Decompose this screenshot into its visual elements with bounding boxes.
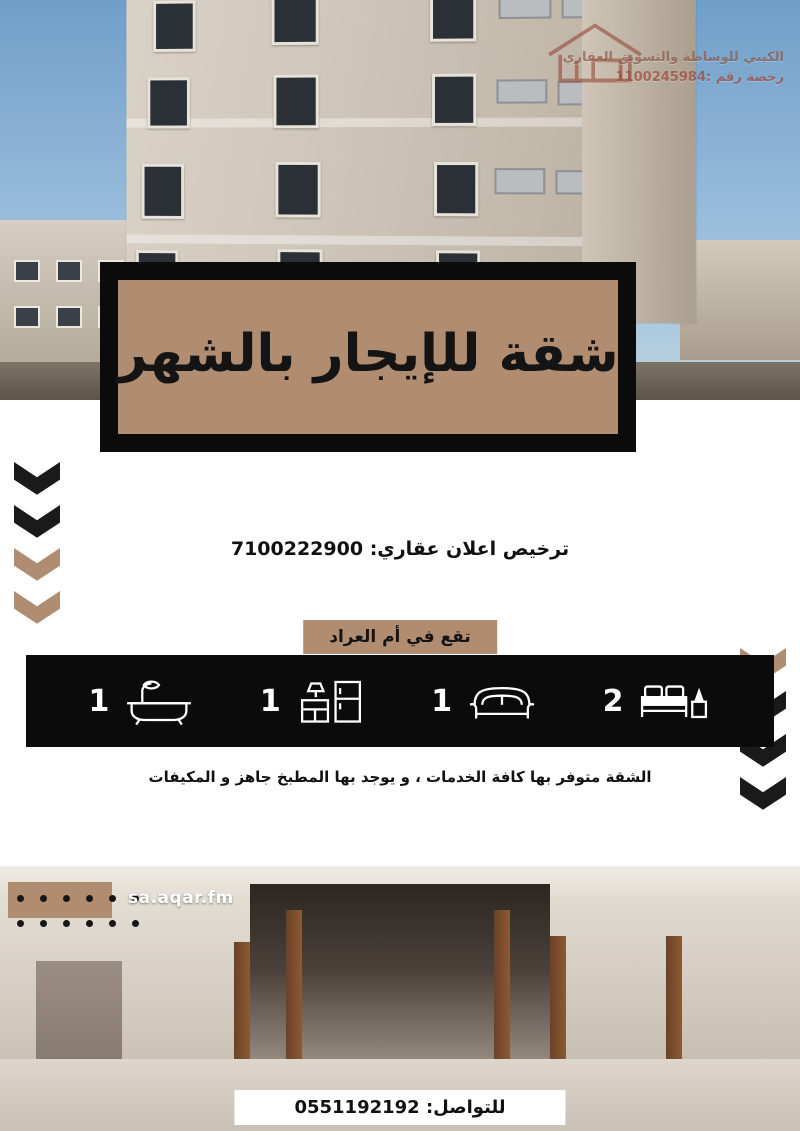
- license-number: 7100222900: [230, 538, 364, 560]
- page-title: شقة للإيجار بالشهر: [117, 324, 619, 384]
- license-label: ترخيص اعلان عقاري:: [369, 538, 570, 560]
- feature-count: 1: [259, 683, 281, 719]
- dot-grid-row-2: [10, 920, 139, 927]
- watermark-line-2: رخصة رقم :1100245984: [615, 69, 784, 85]
- title-block: [100, 262, 636, 452]
- feature-bathrooms: [89, 670, 198, 732]
- dot-grid-row-1: [10, 895, 139, 902]
- sofa-icon: [464, 670, 540, 732]
- feature-count: 1: [431, 683, 453, 719]
- agency-watermark-text: [563, 48, 784, 87]
- bathtub-icon: [121, 670, 197, 732]
- feature-bedrooms: [603, 670, 712, 732]
- feature-living-rooms: [431, 670, 540, 732]
- feature-count: 2: [602, 683, 624, 719]
- license-line: [0, 538, 800, 560]
- right-neighbor-building: [680, 240, 800, 360]
- watermark-line-1: الكيني للوساطة والتسويق العقاري: [562, 50, 784, 65]
- contact-label: للتواصل:: [425, 1097, 506, 1118]
- feature-kitchens: [260, 670, 369, 732]
- contact-number: 0551192192: [294, 1097, 420, 1118]
- description-text: الشقة متوفر بها كافة الخدمات ، و يوجد بها المطبخ جاهز و المكيفات: [148, 768, 652, 786]
- features-bar: [26, 655, 774, 747]
- feature-count: 1: [88, 683, 110, 719]
- chevron-shape: [14, 591, 60, 631]
- kitchen-icon: [293, 670, 369, 732]
- chevron-shape: [14, 462, 60, 502]
- site-watermark: sa.aqar.fm: [128, 888, 234, 908]
- contact-bar[interactable]: [234, 1090, 565, 1125]
- bed-icon: [636, 670, 712, 732]
- location-badge: تقع في أم العراد: [303, 620, 497, 654]
